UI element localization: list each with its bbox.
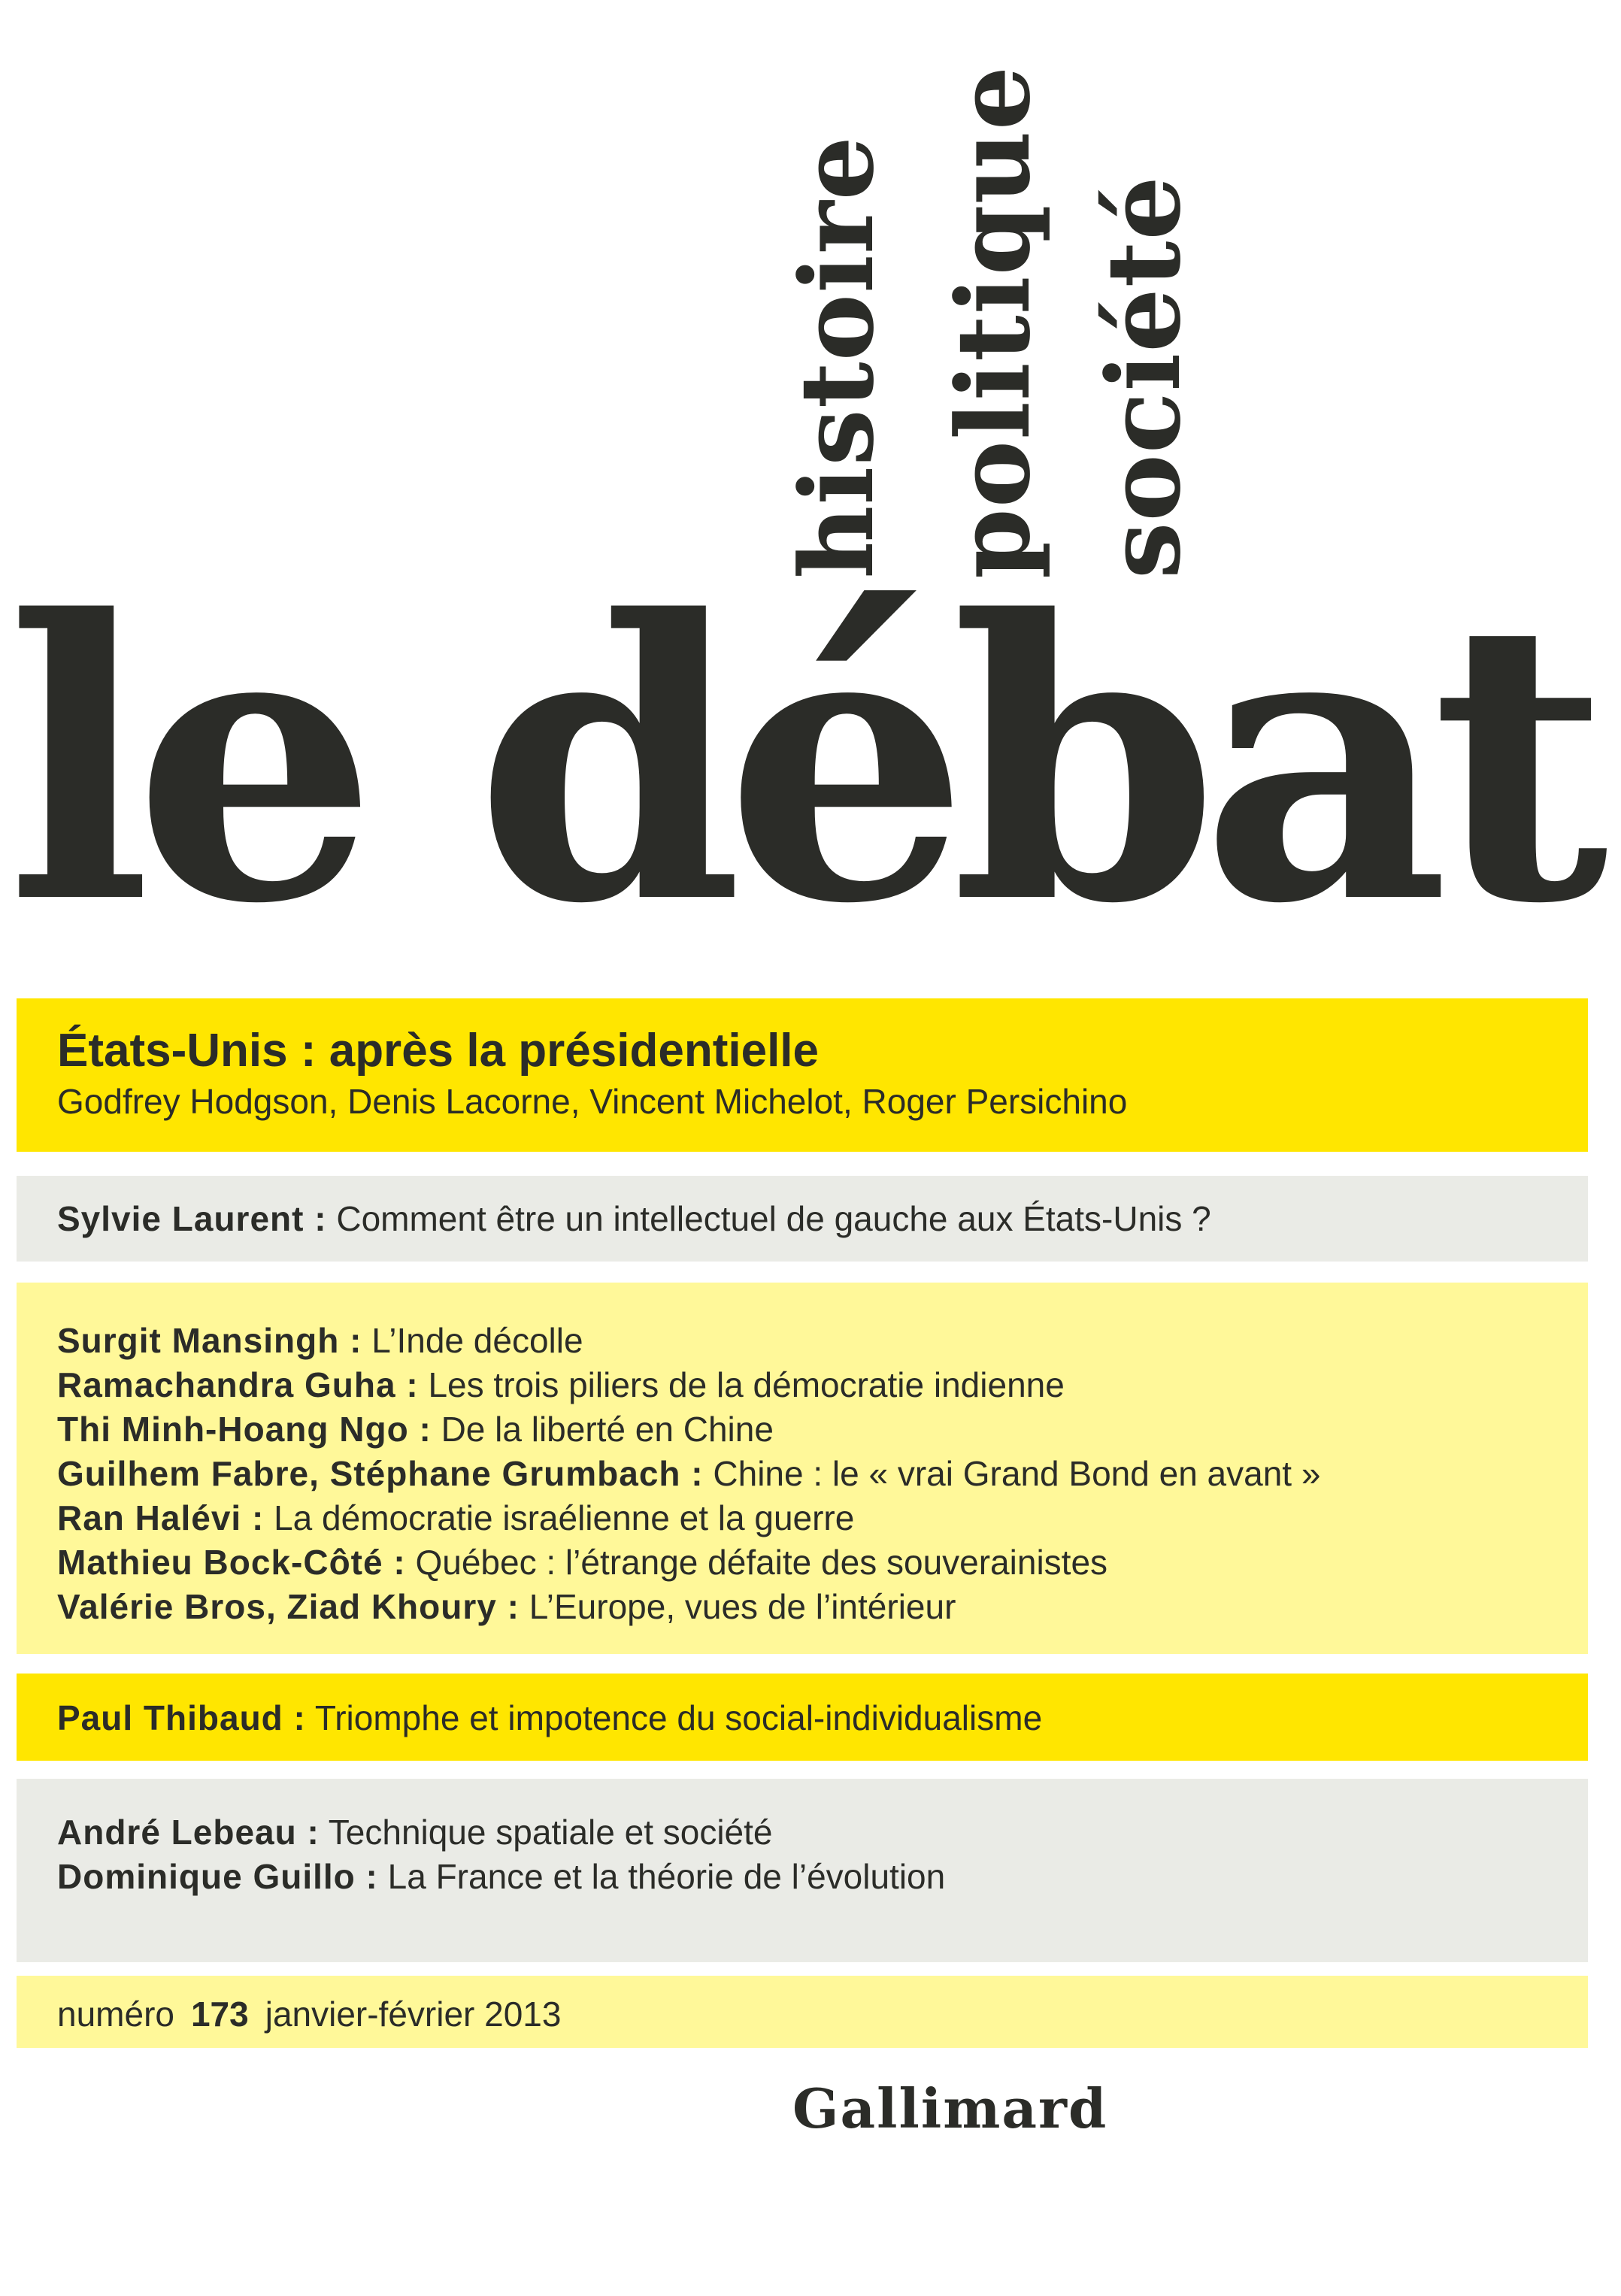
article-title: L’Europe, vues de l’intérieur (529, 1587, 956, 1626)
article-title: La démocratie israélienne et la guerre (274, 1498, 855, 1537)
feature-author: Sylvie Laurent : (57, 1199, 327, 1238)
issue-line (57, 1992, 1588, 2037)
article-title: L’Inde décolle (371, 1321, 583, 1360)
science-title: Technique spatiale et société (328, 1813, 773, 1852)
masthead-vertical-politique: politique (934, 65, 1053, 579)
issue-date: janvier-février 2013 (265, 1995, 562, 2034)
article-author: Valérie Bros, Ziad Khoury : (57, 1587, 520, 1626)
dossier-title: États-Unis : après la présidentielle (57, 1025, 820, 1077)
article-author: Thi Minh-Hoang Ngo : (57, 1410, 432, 1449)
issue-label: numéro (57, 1995, 174, 2034)
dossier-authors: Godfrey Hodgson, Denis Lacorne, Vincent Michelot, Roger Persichino (57, 1082, 1128, 1121)
article-line (57, 1363, 1588, 1407)
feature-line (57, 1197, 1588, 1241)
essay-title: Triomphe et impotence du social-individualisme (314, 1698, 1043, 1737)
article-author: Guilhem Fabre, Stéphane Grumbach : (57, 1454, 704, 1493)
article-line (57, 1319, 1588, 1363)
issue-number: 173 (190, 1995, 249, 2034)
feature-band (17, 1176, 1588, 1262)
article-line (57, 1540, 1588, 1585)
science-author: André Lebeau : (57, 1813, 320, 1852)
masthead-vertical-societe: société (1084, 175, 1203, 579)
masthead-vertical-histoire: histoire (777, 135, 896, 579)
article-title: Chine : le « vrai Grand Bond en avant » (713, 1454, 1321, 1493)
article-title: De la liberté en Chine (441, 1410, 774, 1449)
issue-band (17, 1976, 1588, 2048)
science-line (57, 1855, 1588, 1899)
article-title: Québec : l’étrange défaite des souverainistes (415, 1543, 1108, 1582)
article-line (57, 1496, 1588, 1540)
feature-title: Comment être un intellectuel de gauche aux États-Unis ? (336, 1199, 1211, 1238)
science-title: La France et la théorie de l’évolution (387, 1857, 946, 1896)
science-author: Dominique Guillo : (57, 1857, 378, 1896)
science-line (57, 1810, 1588, 1855)
article-title: Les trois piliers de la démocratie indienne (428, 1365, 1065, 1404)
article-line (57, 1585, 1588, 1629)
articles-band (17, 1283, 1588, 1654)
publisher-name: Gallimard (792, 2076, 1108, 2140)
science-band (17, 1779, 1588, 1962)
article-author: Surgit Mansingh : (57, 1321, 362, 1360)
masthead-title: le débat (6, 538, 1591, 988)
article-line (57, 1407, 1588, 1452)
essay-author: Paul Thibaud : (57, 1698, 306, 1737)
article-author: Ramachandra Guha : (57, 1365, 419, 1404)
essay-band (17, 1674, 1588, 1761)
article-author: Mathieu Bock-Côté : (57, 1543, 406, 1582)
article-author: Ran Halévi : (57, 1498, 265, 1537)
dossier-band (17, 998, 1588, 1152)
essay-line (57, 1696, 1588, 1740)
article-line (57, 1452, 1588, 1496)
